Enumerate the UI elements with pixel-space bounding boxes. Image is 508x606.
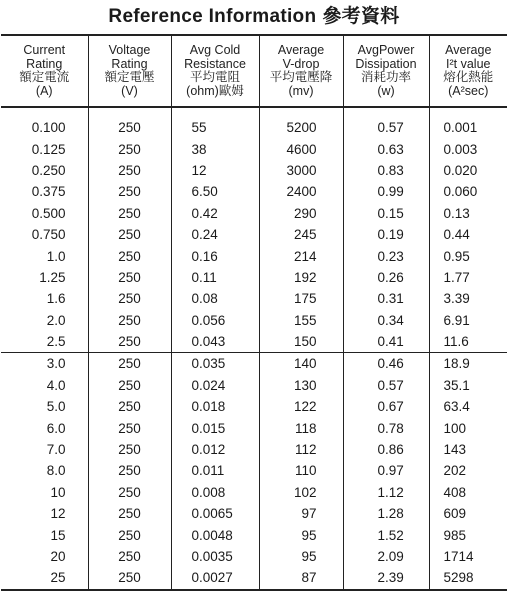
table-cell-average-v-drop: 2400 — [259, 181, 343, 202]
table-cell-avg-power-dissipation: 2.09 — [343, 546, 429, 567]
table-row — [1, 375, 507, 396]
table-row — [1, 181, 507, 202]
table-row — [1, 417, 507, 438]
table-cell-average-v-drop: 175 — [259, 288, 343, 309]
table-row — [1, 567, 507, 589]
column-header-line: Avg Cold — [189, 43, 241, 57]
table-cell-voltage-rating: 250 — [88, 310, 171, 331]
table-cell-average-i2t-value: 63.4 — [429, 396, 507, 417]
table-cell-average-i2t-value: 985 — [429, 524, 507, 545]
table-cell-avg-power-dissipation: 0.19 — [343, 224, 429, 245]
table-cell-current-rating: 10 — [50, 484, 66, 500]
table-row — [1, 203, 507, 224]
table-header — [1, 35, 507, 107]
table-cell-average-v-drop: 95 — [259, 546, 343, 567]
column-header-line: (mv) — [288, 83, 314, 98]
table-row — [1, 396, 507, 417]
table-cell-average-i2t-value: 202 — [429, 460, 507, 481]
spacer-cell — [171, 107, 259, 117]
table-cell-average-v-drop: 290 — [259, 203, 343, 224]
table-cell-avg-power-dissipation: 0.23 — [343, 245, 429, 266]
table-cell-average-v-drop: 122 — [259, 396, 343, 417]
table-cell-avg-power-dissipation: 0.57 — [343, 375, 429, 396]
table-cell-voltage-rating: 250 — [88, 138, 171, 159]
column-header-average-v-drop — [259, 35, 343, 107]
table-cell-voltage-rating: 250 — [88, 353, 171, 375]
table-cell-average-v-drop: 110 — [259, 460, 343, 481]
table-row — [1, 160, 507, 181]
table-cell-avg-cold-resistance: 0.11 — [171, 267, 259, 288]
table-cell-average-v-drop: 4600 — [259, 138, 343, 159]
column-header-line: (ohm)歐姆 — [186, 83, 244, 98]
column-header-line: Rating — [26, 56, 63, 71]
table-cell-voltage-rating: 250 — [88, 224, 171, 245]
table-cell-average-i2t-value: 100 — [429, 417, 507, 438]
table-cell-voltage-rating: 250 — [88, 503, 171, 524]
table-cell-avg-power-dissipation: 0.31 — [343, 288, 429, 309]
column-header-avg-power-dissipation — [343, 35, 429, 107]
table-cell-current-rating: 5.0 — [46, 399, 66, 415]
table-cell-avg-cold-resistance: 0.42 — [171, 203, 259, 224]
table-cell-average-v-drop: 97 — [259, 503, 343, 524]
table-cell-avg-power-dissipation: 0.26 — [343, 267, 429, 288]
table-cell-avg-power-dissipation: 0.78 — [343, 417, 429, 438]
table-cell-avg-power-dissipation: 0.97 — [343, 460, 429, 481]
table-cell-avg-cold-resistance: 38 — [171, 138, 259, 159]
table-cell-current-rating: 12 — [50, 506, 66, 522]
column-header-line: 平均電阻 — [189, 70, 240, 84]
table-cell-avg-power-dissipation: 0.83 — [343, 160, 429, 181]
table-cell-average-v-drop: 95 — [259, 524, 343, 545]
table-cell-current-rating: 7.0 — [46, 442, 66, 458]
table-cell-avg-power-dissipation: 0.99 — [343, 181, 429, 202]
table-row — [1, 524, 507, 545]
column-header-line: 額定電流 — [19, 70, 70, 84]
table-cell-voltage-rating: 250 — [88, 245, 171, 266]
table-cell-current-rating: 0.750 — [31, 227, 66, 243]
table-cell-avg-power-dissipation: 0.34 — [343, 310, 429, 331]
table-row — [1, 460, 507, 481]
column-header-line: 熔化熱能 — [443, 70, 494, 84]
table-cell-average-i2t-value: 6.91 — [429, 310, 507, 331]
table-cell-avg-power-dissipation: 0.63 — [343, 138, 429, 159]
table-cell-average-v-drop: 112 — [259, 439, 343, 460]
table-row — [1, 117, 507, 138]
column-header-line: Current — [23, 43, 66, 57]
table-cell-current-rating: 0.100 — [31, 120, 66, 136]
table-cell-average-i2t-value: 5298 — [429, 567, 507, 589]
column-header-line: (V) — [121, 83, 138, 98]
column-header-line: (w) — [377, 83, 395, 98]
table-cell-current-rating: 0.250 — [31, 162, 66, 178]
spacer-cell — [1, 107, 88, 117]
table-cell-avg-power-dissipation: 1.12 — [343, 482, 429, 503]
table-cell-average-v-drop: 130 — [259, 375, 343, 396]
table-cell-avg-cold-resistance: 12 — [171, 160, 259, 181]
table-cell-avg-cold-resistance: 0.056 — [171, 310, 259, 331]
table-cell-voltage-rating: 250 — [88, 181, 171, 202]
title-english: Reference Information — [108, 6, 317, 27]
table-cell-avg-cold-resistance: 0.012 — [171, 439, 259, 460]
table-cell-average-i2t-value: 609 — [429, 503, 507, 524]
column-header-line: 消耗功率 — [360, 70, 411, 84]
column-header-line: (A²sec) — [448, 83, 489, 98]
table-cell-current-rating: 3.0 — [1, 353, 88, 375]
table-cell-voltage-rating: 250 — [88, 524, 171, 545]
table-cell-average-v-drop: 150 — [259, 331, 343, 353]
table-cell-voltage-rating: 250 — [88, 460, 171, 481]
table-cell-current-rating: 25 — [50, 570, 66, 586]
header-row — [1, 35, 507, 107]
table-cell-avg-cold-resistance: 0.024 — [171, 375, 259, 396]
column-header-voltage-rating — [88, 35, 171, 107]
column-header-line: Voltage — [108, 43, 151, 57]
table-body — [1, 107, 507, 590]
table-cell-avg-cold-resistance: 0.0048 — [171, 524, 259, 545]
table-cell-current-rating: 0.500 — [31, 205, 66, 221]
column-header-line: Resistance — [184, 56, 246, 71]
column-header-line: Rating — [111, 56, 148, 71]
table-cell-average-i2t-value: 11.6 — [429, 331, 507, 353]
table-cell-average-i2t-value: 35.1 — [429, 375, 507, 396]
table-cell-avg-power-dissipation: 1.52 — [343, 524, 429, 545]
table-cell-voltage-rating: 250 — [88, 160, 171, 181]
table-cell-current-rating: 1.25 — [39, 269, 66, 285]
table-cell-current-rating: 4.0 — [46, 377, 66, 393]
table-cell-average-i2t-value: 0.060 — [429, 181, 507, 202]
table-cell-voltage-rating: 250 — [88, 567, 171, 589]
table-cell-avg-power-dissipation: 0.86 — [343, 439, 429, 460]
table-cell-average-i2t-value: 18.9 — [429, 353, 507, 375]
table-cell-avg-power-dissipation: 0.57 — [343, 117, 429, 138]
column-header-line: I²t value — [446, 56, 491, 71]
table-cell-voltage-rating: 250 — [88, 439, 171, 460]
table-cell-avg-cold-resistance: 0.0035 — [171, 546, 259, 567]
column-header-line: V-drop — [282, 56, 320, 71]
table-cell-avg-cold-resistance: 0.08 — [171, 288, 259, 309]
table-cell-voltage-rating: 250 — [88, 375, 171, 396]
table-cell-average-i2t-value: 408 — [429, 482, 507, 503]
table-cell-current-rating: 15 — [50, 527, 66, 543]
table-cell-voltage-rating: 250 — [88, 417, 171, 438]
table-cell-voltage-rating: 250 — [88, 331, 171, 353]
table-cell-current-rating: 8.0 — [46, 463, 66, 479]
spacer-row — [1, 107, 507, 117]
table-cell-average-i2t-value: 0.020 — [429, 160, 507, 181]
table-cell-avg-cold-resistance: 0.043 — [171, 331, 259, 353]
table-cell-average-i2t-value: 143 — [429, 439, 507, 460]
table-cell-avg-cold-resistance: 0.16 — [171, 245, 259, 266]
table-cell-avg-cold-resistance: 0.018 — [171, 396, 259, 417]
fuse-reference-table — [1, 34, 507, 591]
column-header-line: 平均電壓降 — [269, 70, 333, 84]
spacer-cell — [259, 107, 343, 117]
table-row — [1, 288, 507, 309]
table-cell-average-i2t-value: 1.77 — [429, 267, 507, 288]
table-cell-avg-cold-resistance: 0.008 — [171, 482, 259, 503]
table-cell-current-rating: 0.375 — [31, 184, 66, 200]
table-cell-avg-power-dissipation: 1.28 — [343, 503, 429, 524]
table-cell-voltage-rating: 250 — [88, 482, 171, 503]
spacer-cell — [343, 107, 429, 117]
column-header-average-i2t-value — [429, 35, 507, 107]
table-cell-avg-cold-resistance: 0.0027 — [171, 567, 259, 589]
table-cell-average-i2t-value: 1714 — [429, 546, 507, 567]
table-row — [1, 546, 507, 567]
table-cell-voltage-rating: 250 — [88, 203, 171, 224]
title-chinese: 參考資料 — [322, 6, 400, 27]
table-cell-avg-power-dissipation: 0.15 — [343, 203, 429, 224]
table-cell-voltage-rating: 250 — [88, 546, 171, 567]
table-cell-current-rating: 2.5 — [46, 334, 66, 350]
page-title — [0, 0, 508, 34]
table-row — [1, 245, 507, 266]
table-cell-average-v-drop: 245 — [259, 224, 343, 245]
column-header-line: Dissipation — [355, 56, 417, 71]
table-cell-avg-cold-resistance: 0.015 — [171, 417, 259, 438]
column-header-line: AvgPower — [357, 43, 415, 57]
table-cell-average-v-drop: 192 — [259, 267, 343, 288]
table-cell-average-v-drop: 140 — [259, 353, 343, 375]
table-cell-current-rating: 6.0 — [46, 420, 66, 436]
table-cell-average-i2t-value: 0.13 — [429, 203, 507, 224]
table-cell-current-rating: 2.0 — [46, 312, 66, 328]
column-header-line: Average — [277, 43, 325, 57]
table-cell-voltage-rating: 250 — [88, 117, 171, 138]
table-cell-average-i2t-value: 0.44 — [429, 224, 507, 245]
table-cell-current-rating: 20 — [50, 549, 66, 564]
table-cell-voltage-rating: 250 — [88, 396, 171, 417]
spacer-cell — [88, 107, 171, 117]
table-cell-average-i2t-value: 0.001 — [429, 117, 507, 138]
table-cell-avg-power-dissipation: 0.41 — [343, 331, 429, 353]
table-cell-average-i2t-value: 0.003 — [429, 138, 507, 159]
table-cell-voltage-rating: 250 — [88, 288, 171, 309]
table-cell-avg-power-dissipation: 0.67 — [343, 396, 429, 417]
table-cell-average-v-drop: 102 — [259, 482, 343, 503]
table-row — [1, 353, 507, 375]
column-header-line: 額定電壓 — [104, 70, 155, 84]
column-header-current-rating — [1, 35, 88, 107]
table-row — [1, 224, 507, 245]
table-cell-average-i2t-value: 0.95 — [429, 245, 507, 266]
table-cell-average-v-drop: 155 — [259, 310, 343, 331]
table-cell-current-rating: 1.0 — [46, 248, 66, 264]
table-row — [1, 439, 507, 460]
table-cell-avg-power-dissipation: 0.46 — [343, 353, 429, 375]
table-row — [1, 331, 507, 353]
table-cell-average-v-drop: 87 — [259, 567, 343, 589]
table-cell-avg-cold-resistance: 0.011 — [171, 460, 259, 481]
table-cell-current-rating: 0.125 — [31, 141, 66, 157]
table-cell-avg-cold-resistance: 0.24 — [171, 224, 259, 245]
table-cell-avg-cold-resistance: 0.035 — [171, 353, 259, 375]
table-cell-current-rating: 1.6 — [46, 291, 66, 307]
table-cell-average-v-drop: 3000 — [259, 160, 343, 181]
table-row — [1, 310, 507, 331]
table-cell-avg-power-dissipation: 2.39 — [343, 567, 429, 589]
table-cell-average-v-drop: 118 — [259, 417, 343, 438]
table-cell-average-i2t-value: 3.39 — [429, 288, 507, 309]
table-cell-avg-cold-resistance: 6.50 — [171, 181, 259, 202]
spacer-cell — [429, 107, 507, 117]
table-row — [1, 482, 507, 503]
table-row — [1, 267, 507, 288]
table-cell-avg-cold-resistance: 0.0065 — [171, 503, 259, 524]
table-cell-avg-cold-resistance: 55 — [171, 117, 259, 138]
column-header-avg-cold-resistance — [171, 35, 259, 107]
column-header-line: Average — [445, 43, 492, 57]
table-cell-voltage-rating: 250 — [88, 267, 171, 288]
column-header-line: (A) — [35, 83, 53, 98]
table-cell-average-v-drop: 5200 — [259, 117, 343, 138]
table-cell-average-v-drop: 214 — [259, 245, 343, 266]
table-row — [1, 138, 507, 159]
table-row — [1, 503, 507, 524]
